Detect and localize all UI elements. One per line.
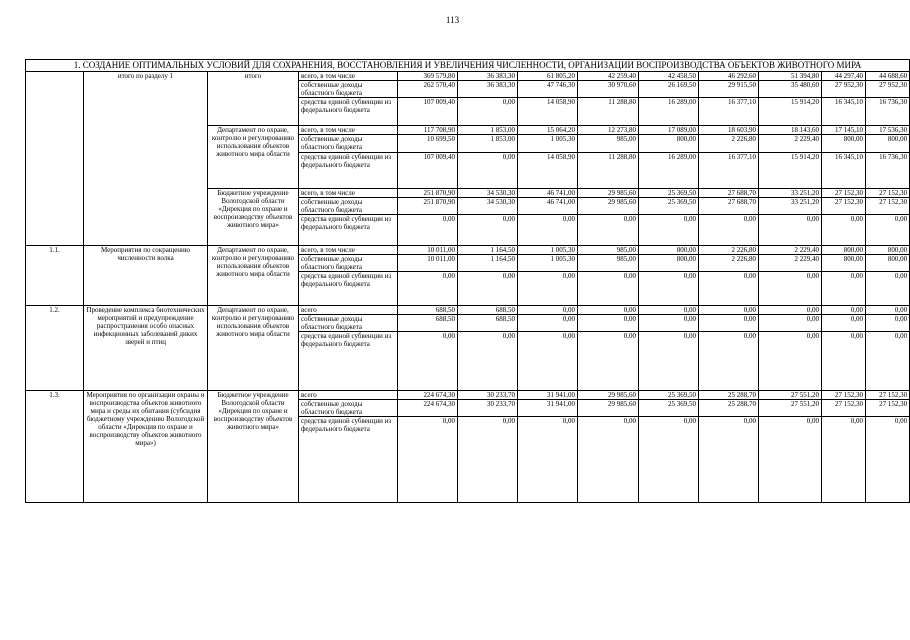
amount-cell: 0,00: [458, 272, 518, 306]
item-name: Мероприятия по сокращению численности волка: [84, 246, 208, 306]
amount-cell: 29 985,60: [578, 391, 639, 400]
section-title: 1. СОЗДАНИЕ ОПТИМАЛЬНЫХ УСЛОВИЙ ДЛЯ СОХРАНЕНИЯ, ВОССТАНОВЛЕНИЯ И УВЕЛИЧЕНИЯ ЧИСЛЕННОСТИ, ОРГАНИЗАЦИИ ВОСПРОИЗВОДСТВА ОБЪЕКТОВ ЖИВОТНОГО МИРА: [26, 60, 910, 72]
amount-cell: 34 530,30: [458, 189, 518, 198]
amount-cell: 0,00: [398, 417, 458, 503]
table-row: [26, 72, 910, 81]
funding-source: всего: [299, 391, 398, 400]
amount-cell: 800,00: [822, 255, 866, 272]
amount-cell: 15 914,20: [759, 153, 822, 189]
amount-cell: 27 152,30: [822, 400, 866, 417]
amount-cell: 25 369,50: [639, 189, 699, 198]
amount-cell: 0,00: [578, 272, 639, 306]
amount-cell: 0,00: [866, 417, 910, 503]
amount-cell: 16 736,30: [866, 98, 910, 126]
amount-cell: 2 229,40: [759, 135, 822, 153]
item-name: Проведение комплекса биотехнических мероприятий и предупреждение распространения особо опасных инфекционных заболеваний диких зверей и птиц: [84, 306, 208, 391]
amount-cell: 0,00: [759, 306, 822, 315]
amount-cell: 27 152,30: [822, 391, 866, 400]
amount-cell: 34 530,30: [458, 198, 518, 215]
amount-cell: 0,00: [699, 306, 759, 315]
amount-cell: 25 288,70: [699, 400, 759, 417]
amount-cell: 0,00: [639, 215, 699, 246]
amount-cell: 29 985,60: [578, 198, 639, 215]
item-name: итого по разделу 1: [84, 72, 208, 246]
funding-source: всего, в том числе: [299, 189, 398, 198]
amount-cell: 12 273,80: [578, 126, 639, 135]
amount-cell: 800,00: [639, 135, 699, 153]
amount-cell: 27 688,70: [699, 189, 759, 198]
amount-cell: 27 952,30: [822, 81, 866, 98]
amount-cell: 0,00: [458, 332, 518, 391]
amount-cell: 800,00: [866, 246, 910, 255]
amount-cell: 2 226,80: [699, 246, 759, 255]
amount-cell: 985,00: [578, 255, 639, 272]
amount-cell: 985,00: [578, 135, 639, 153]
amount-cell: 2 229,40: [759, 255, 822, 272]
executor: итого: [208, 72, 299, 126]
amount-cell: 27 152,30: [866, 400, 910, 417]
amount-cell: 0,00: [699, 215, 759, 246]
amount-cell: 1 853,00: [458, 135, 518, 153]
amount-cell: 10 011,00: [398, 255, 458, 272]
amount-cell: 0,00: [518, 306, 578, 315]
amount-cell: 27 551,20: [759, 391, 822, 400]
funding-source: собственные доходы областного бюджета: [299, 198, 398, 215]
executor: Бюджетное учреждение Вологодской области «Дирекция по охране и воспроизводству объектов животного мира»: [208, 189, 299, 246]
amount-cell: 11 288,80: [578, 153, 639, 189]
amount-cell: 1 005,30: [518, 255, 578, 272]
table-row: [26, 246, 910, 255]
amount-cell: 800,00: [639, 246, 699, 255]
section-header-row: [26, 60, 910, 72]
table-row: [26, 306, 910, 315]
amount-cell: 0,00: [759, 315, 822, 332]
funding-source: собственные доходы областного бюджета: [299, 255, 398, 272]
amount-cell: 10 699,50: [398, 135, 458, 153]
amount-cell: 1 853,00: [458, 126, 518, 135]
funding-source: всего, в том числе: [299, 246, 398, 255]
amount-cell: 224 674,30: [398, 391, 458, 400]
amount-cell: 33 251,20: [759, 198, 822, 215]
budget-table: [25, 59, 910, 503]
amount-cell: 27 152,30: [866, 189, 910, 198]
amount-cell: 14 058,90: [518, 98, 578, 126]
amount-cell: 0,00: [822, 332, 866, 391]
amount-cell: 35 480,60: [759, 81, 822, 98]
funding-source: средства единой субвенции из федерального бюджета: [299, 417, 398, 503]
amount-cell: 0,00: [639, 272, 699, 306]
amount-cell: 44 688,60: [866, 72, 910, 81]
amount-cell: 42 458,50: [639, 72, 699, 81]
amount-cell: 1 164,50: [458, 255, 518, 272]
amount-cell: 0,00: [458, 417, 518, 503]
amount-cell: 0,00: [699, 332, 759, 391]
amount-cell: 11 288,80: [578, 98, 639, 126]
amount-cell: 688,50: [398, 306, 458, 315]
funding-source: средства единой субвенции из федерального бюджета: [299, 272, 398, 306]
amount-cell: 117 708,90: [398, 126, 458, 135]
table-row: [26, 391, 910, 400]
amount-cell: 0,00: [822, 306, 866, 315]
amount-cell: 17 089,00: [639, 126, 699, 135]
amount-cell: 44 297,40: [822, 72, 866, 81]
amount-cell: 0,00: [398, 215, 458, 246]
amount-cell: 0,00: [398, 272, 458, 306]
item-name: Мероприятия по организации охраны и воспроизводства объектов животного мира и среды их обитания (субсидия бюджетному учреждению Вологодской области «Дирекция по охране и воспроизводству объектов животного мира»): [84, 391, 208, 503]
amount-cell: 0,00: [759, 272, 822, 306]
amount-cell: 251 870,90: [398, 198, 458, 215]
amount-cell: 0,00: [458, 98, 518, 126]
amount-cell: 27 952,30: [866, 81, 910, 98]
item-number: 1.3.: [26, 391, 84, 503]
amount-cell: 0,00: [518, 332, 578, 391]
amount-cell: 25 288,70: [699, 391, 759, 400]
item-number: 1.1.: [26, 246, 84, 306]
amount-cell: 0,00: [699, 417, 759, 503]
amount-cell: 0,00: [518, 417, 578, 503]
amount-cell: 16 377,10: [699, 98, 759, 126]
funding-source: средства единой субвенции из федерального бюджета: [299, 153, 398, 189]
amount-cell: 15 914,20: [759, 98, 822, 126]
amount-cell: 30 233,70: [458, 391, 518, 400]
amount-cell: 10 011,00: [398, 246, 458, 255]
amount-cell: 688,50: [458, 315, 518, 332]
amount-cell: 0,00: [822, 272, 866, 306]
amount-cell: 0,00: [578, 417, 639, 503]
amount-cell: 0,00: [759, 332, 822, 391]
amount-cell: 2 226,80: [699, 135, 759, 153]
amount-cell: 42 259,40: [578, 72, 639, 81]
amount-cell: 27 152,30: [866, 198, 910, 215]
item-number: [26, 72, 84, 246]
amount-cell: 16 345,10: [822, 98, 866, 126]
amount-cell: 0,00: [759, 215, 822, 246]
amount-cell: 33 251,20: [759, 189, 822, 198]
amount-cell: 15 064,20: [518, 126, 578, 135]
amount-cell: 0,00: [639, 332, 699, 391]
amount-cell: 46 292,60: [699, 72, 759, 81]
amount-cell: 0,00: [866, 306, 910, 315]
executor: Бюджетное учреждение Вологодской области «Дирекция по охране и воспроизводству объектов животного мира»: [208, 391, 299, 503]
amount-cell: 2 226,80: [699, 255, 759, 272]
funding-source: всего: [299, 306, 398, 315]
amount-cell: 16 736,30: [866, 153, 910, 189]
amount-cell: 1 164,50: [458, 246, 518, 255]
amount-cell: 17 536,30: [866, 126, 910, 135]
amount-cell: 14 058,90: [518, 153, 578, 189]
amount-cell: 31 941,00: [518, 391, 578, 400]
amount-cell: 107 009,40: [398, 153, 458, 189]
table-body: [26, 60, 910, 503]
amount-cell: 0,00: [866, 315, 910, 332]
amount-cell: 0,00: [518, 315, 578, 332]
amount-cell: 27 152,30: [822, 189, 866, 198]
amount-cell: 1 005,30: [518, 246, 578, 255]
amount-cell: 26 169,50: [639, 81, 699, 98]
amount-cell: 0,00: [578, 215, 639, 246]
amount-cell: 800,00: [822, 246, 866, 255]
amount-cell: 0,00: [866, 332, 910, 391]
funding-source: собственные доходы областного бюджета: [299, 315, 398, 332]
executor: Департамент по охране, контролю и регулированию использования объектов животного мира области: [208, 126, 299, 189]
amount-cell: 46 741,00: [518, 189, 578, 198]
amount-cell: 27 152,30: [822, 198, 866, 215]
executor: Департамент по охране, контролю и регулированию использования объектов животного мира области: [208, 246, 299, 306]
amount-cell: 0,00: [518, 215, 578, 246]
amount-cell: 29 915,50: [699, 81, 759, 98]
amount-cell: 61 805,20: [518, 72, 578, 81]
amount-cell: 18 143,60: [759, 126, 822, 135]
amount-cell: 0,00: [822, 315, 866, 332]
amount-cell: 262 570,40: [398, 81, 458, 98]
amount-cell: 25 369,50: [639, 400, 699, 417]
amount-cell: 0,00: [639, 306, 699, 315]
amount-cell: 0,00: [822, 417, 866, 503]
amount-cell: 0,00: [458, 215, 518, 246]
page-number: 113: [445, 15, 460, 25]
amount-cell: 47 746,30: [518, 81, 578, 98]
amount-cell: 1 005,30: [518, 135, 578, 153]
amount-cell: 800,00: [639, 255, 699, 272]
amount-cell: 107 009,40: [398, 98, 458, 126]
amount-cell: 369 579,80: [398, 72, 458, 81]
amount-cell: 0,00: [518, 272, 578, 306]
amount-cell: 224 674,30: [398, 400, 458, 417]
amount-cell: 0,00: [398, 332, 458, 391]
amount-cell: 29 985,60: [578, 189, 639, 198]
amount-cell: 0,00: [458, 153, 518, 189]
amount-cell: 0,00: [578, 315, 639, 332]
funding-source: средства единой субвенции из федерального бюджета: [299, 98, 398, 126]
amount-cell: 51 394,80: [759, 72, 822, 81]
amount-cell: 0,00: [866, 215, 910, 246]
amount-cell: 0,00: [578, 306, 639, 315]
amount-cell: 16 289,00: [639, 98, 699, 126]
amount-cell: 46 741,00: [518, 198, 578, 215]
amount-cell: 251 870,90: [398, 189, 458, 198]
funding-source: средства единой субвенции из федерального бюджета: [299, 215, 398, 246]
funding-source: всего, в том числе: [299, 72, 398, 81]
funding-source: собственные доходы областного бюджета: [299, 81, 398, 98]
amount-cell: 16 377,10: [699, 153, 759, 189]
amount-cell: 36 383,30: [458, 72, 518, 81]
amount-cell: 0,00: [699, 272, 759, 306]
amount-cell: 0,00: [578, 332, 639, 391]
amount-cell: 25 369,50: [639, 198, 699, 215]
funding-source: собственные доходы областного бюджета: [299, 400, 398, 417]
amount-cell: 0,00: [699, 315, 759, 332]
amount-cell: 36 383,30: [458, 81, 518, 98]
amount-cell: 30 233,70: [458, 400, 518, 417]
amount-cell: 31 941,00: [518, 400, 578, 417]
amount-cell: 25 369,50: [639, 391, 699, 400]
amount-cell: 16 345,10: [822, 153, 866, 189]
amount-cell: 0,00: [639, 315, 699, 332]
amount-cell: 30 970,60: [578, 81, 639, 98]
amount-cell: 27 551,20: [759, 400, 822, 417]
funding-source: собственные доходы областного бюджета: [299, 135, 398, 153]
amount-cell: 800,00: [866, 255, 910, 272]
amount-cell: 17 145,10: [822, 126, 866, 135]
amount-cell: 2 229,40: [759, 246, 822, 255]
amount-cell: 16 289,00: [639, 153, 699, 189]
amount-cell: 985,00: [578, 246, 639, 255]
funding-source: всего, в том числе: [299, 126, 398, 135]
amount-cell: 27 688,70: [699, 198, 759, 215]
amount-cell: 18 603,90: [699, 126, 759, 135]
amount-cell: 800,00: [822, 135, 866, 153]
executor: Департамент по охране, контролю и регулированию использования объектов животного мира области: [208, 306, 299, 391]
amount-cell: 0,00: [866, 272, 910, 306]
item-number: 1.2.: [26, 306, 84, 391]
amount-cell: 688,50: [458, 306, 518, 315]
amount-cell: 0,00: [759, 417, 822, 503]
amount-cell: 800,00: [866, 135, 910, 153]
amount-cell: 27 152,30: [866, 391, 910, 400]
amount-cell: 688,50: [398, 315, 458, 332]
funding-source: средства единой субвенции из федерального бюджета: [299, 332, 398, 391]
amount-cell: 0,00: [822, 215, 866, 246]
amount-cell: 0,00: [639, 417, 699, 503]
amount-cell: 29 985,60: [578, 400, 639, 417]
